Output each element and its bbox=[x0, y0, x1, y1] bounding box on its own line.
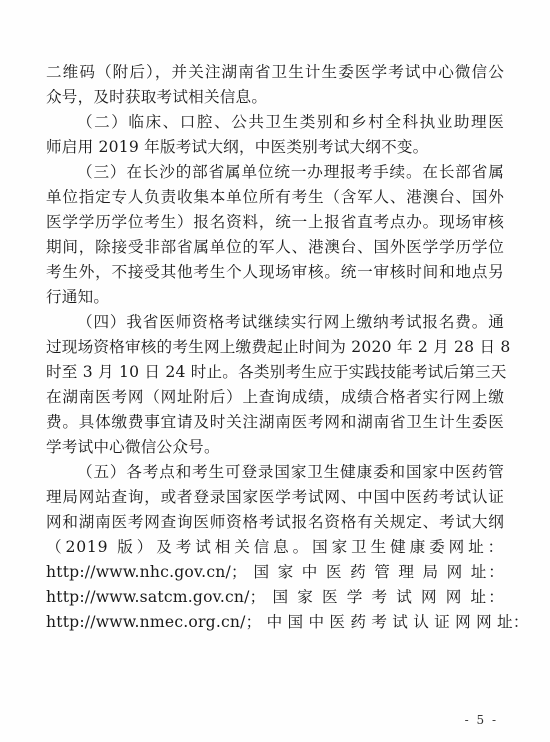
url-line: http://www.nmec.org.cn/； 中 国 中 医 药 考 试 认 证 网 网 址： bbox=[46, 613, 529, 631]
text-line: （2019 版）及考试相关信息。国家卫生健康委网址： bbox=[46, 538, 504, 556]
text-line: 二维码（附后），并关注湖南省卫生计生委医学考试中心微信公 bbox=[46, 63, 504, 81]
text-line: 在湖南医考网（网址附后）上查询成绩，成绩合格者实行网上缴 bbox=[46, 388, 504, 406]
text-line: 行通知。 bbox=[46, 288, 110, 306]
text-line: 过现场资格审核的考生网上缴费起止时间为 2020 年 2 月 28 日 8 bbox=[46, 338, 511, 356]
text-line: 众号，及时获取考试相关信息。 bbox=[46, 88, 268, 106]
page-number: - 5 - bbox=[464, 713, 498, 727]
text-line: 考生外，不接受其他考生个人现场审核。统一审核时间和地点另 bbox=[46, 263, 504, 281]
text-line: 理局网站查询，或者登录国家医学考试网、中国中医药考试认证 bbox=[46, 488, 504, 506]
text-line: 医学学历学位考生）报名资料，统一上报省直考点办。现场审核 bbox=[46, 213, 504, 231]
text-line: （四）我省医师资格考试继续实行网上缴纳考试报名费。通 bbox=[77, 313, 504, 331]
text-line: 费。具体缴费事宜请及时关注湖南医考网和湖南省卫生计生委医 bbox=[46, 413, 504, 431]
text-line: 网和湖南医考网查询医师资格考试报名资格有关规定、考试大纲 bbox=[46, 513, 504, 531]
text-line: （二）临床、口腔、公共卫生类别和乡村全科执业助理医 bbox=[77, 113, 504, 131]
url-line: http://www.satcm.gov.cn/； 国 家 医 学 考 试 网 网 址： bbox=[46, 588, 504, 606]
text-line: （三）在长沙的部省属单位统一办理报考手续。在长部省属 bbox=[77, 163, 504, 181]
text-line: 时至 3 月 10 日 24 时止。各类别考生应于实践技能考试后第三天 bbox=[46, 363, 507, 381]
url-line: http://www.nhc.gov.cn/； 国 家 中 医 药 管 理 局 网 址： bbox=[46, 563, 504, 581]
text-line: 期间，除接受非部省属单位的军人、港澳台、国外医学学历学位 bbox=[46, 238, 504, 256]
text-line: 单位指定专人负责收集本单位所有考生（含军人、港澳台、国外 bbox=[46, 188, 504, 206]
text-line: 师启用 2019 年版考试大纲，中医类别考试大纲不变。 bbox=[46, 138, 429, 156]
text-line: 学考试中心微信公众号。 bbox=[46, 438, 220, 456]
text-line: （五）各考点和考生可登录国家卫生健康委和国家中医药管 bbox=[77, 463, 504, 481]
document-body bbox=[46, 60, 529, 635]
